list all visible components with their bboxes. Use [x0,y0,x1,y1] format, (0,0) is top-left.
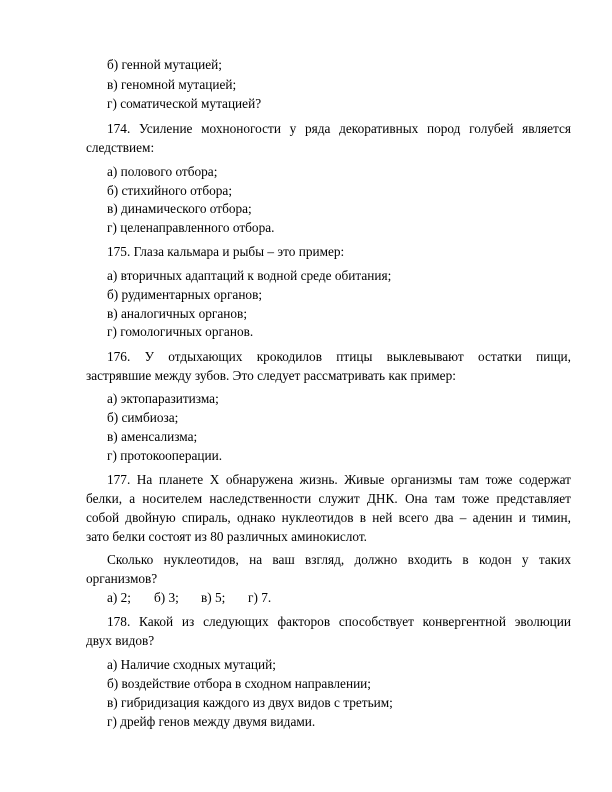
question-175-text: 175. Глаза кальмара и рыбы – это пример: [107,244,345,259]
answer-option: б) 3; [154,590,179,605]
answer-option: а) вторичных адаптаций к водной среде обитания; [107,268,392,283]
answer-option: г) протокооперации. [107,448,223,463]
answer-option: г) гомологичных органов. [107,324,254,339]
answer-option: в) аменсализма; [107,429,198,444]
question-176-text: 176. У отдыхающих крокодилов птицы выклевывают остатки пищи, [107,349,571,364]
answer-option: б) генной мутацией; [107,57,222,72]
answer-option: б) стихийного отбора; [107,183,233,198]
question-174-text-cont: следствием: [86,140,155,155]
answer-option: г) соматической мутацией? [107,96,262,111]
answer-option: в) геномной мутацией; [107,77,237,92]
answer-option: а) 2; [107,590,131,605]
answer-option: в) 5; [201,590,226,605]
answer-option: в) аналогичных органов; [107,306,248,321]
answer-option: г) целенаправленного отбора. [107,220,275,235]
question-177-text-cont: белки, а носителем наследственности служит ДНК. Она там тоже представляет [86,491,571,506]
answer-option: в) гибридизация каждого из двух видов с третьим; [107,695,393,710]
answer-option: а) эктопаразитизма; [107,391,219,406]
answer-option: а) Наличие сходных мутаций; [107,657,276,672]
answer-option: в) динамического отбора; [107,201,252,216]
answer-option: б) рудиментарных органов; [107,287,263,302]
question-177-text: 177. На планете X обнаружена жизнь. Живые организмы там тоже содержат [107,472,571,487]
question-174-text: 174. Усиление мохноногости у ряда декоративных пород голубей является [107,121,571,136]
answer-option: б) воздействие отбора в сходном направлении; [107,676,371,691]
answer-option: г) дрейф генов между двумя видами. [107,714,316,729]
question-177-text-cont: собой двойную спираль, однако нуклеотидов в ней всего два – аденин и тимин, [86,510,571,525]
question-178-text-cont: двух видов? [86,633,155,648]
answer-option: а) полового отбора; [107,164,218,179]
question-177-text-cont: зато белки состоят из 80 различных аминокислот. [86,529,368,544]
question-176-text-cont: застрявшие между зубов. Это следует рассматривать как пример: [86,368,456,383]
question-177-subquestion-cont: организмов? [86,571,158,586]
answer-option: б) симбиоза; [107,410,179,425]
question-178-text: 178. Какой из следующих факторов способствует конвергентной эволюции [107,614,571,629]
answer-option: г) 7. [248,590,272,605]
question-177-subquestion: Сколько нуклеотидов, на ваш взгляд, должно входить в кодон у таких [107,552,571,567]
question-177-options [107,590,307,606]
